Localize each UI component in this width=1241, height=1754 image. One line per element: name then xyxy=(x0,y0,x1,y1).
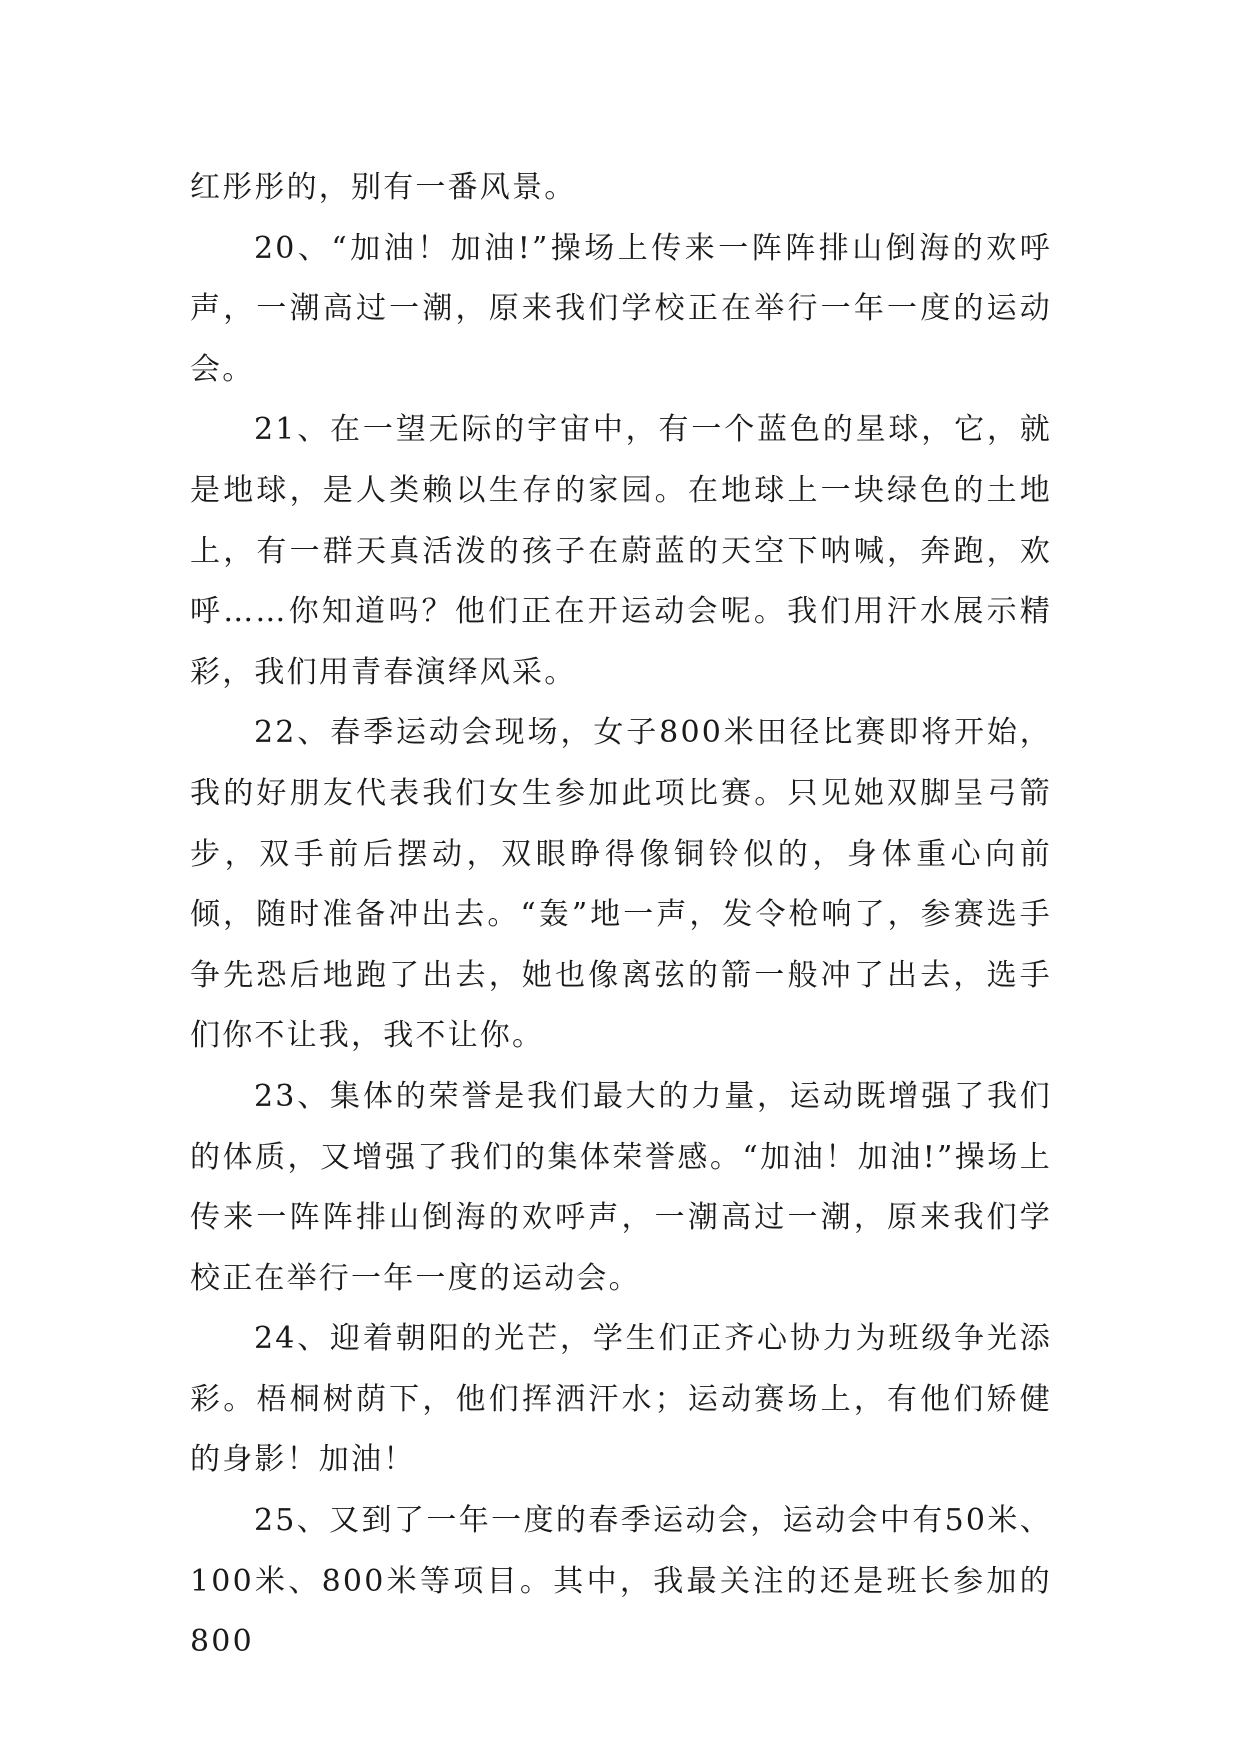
paragraph-22: 22、春季运动会现场，女子800米田径比赛即将开始，我的好朋友代表我们女生参加此项比赛。只见她双脚呈弓箭步，双手前后摆动，双眼睁得像铜铃似的，身体重心向前倾，随时准备冲出去。“轰”地一声，发令枪响了，参赛选手争先恐后地跑了出去，她也像离弦的箭一般冲了出去，选手们你不让我，我不让你。 xyxy=(190,715,1052,1054)
paragraph-continuation: 红彤彤的，别有一番风景。 xyxy=(190,170,577,205)
paragraph-21: 21、在一望无际的宇宙中，有一个蓝色的星球，它，就是地球，是人类赖以生存的家园。在地球上一块绿色的土地上，有一群天真活泼的孩子在蔚蓝的天空下呐喊，奔跑，欢呼……你知道吗？他们正在开运动会呢。我们用汗水展示精彩，我们用青春演绎风采。 xyxy=(190,412,1052,690)
paragraph-24: 24、迎着朝阳的光芒，学生们正齐心协力为班级争光添彩。梧桐树荫下，他们挥洒汗水；运动赛场上，有他们矫健的身影！加油！ xyxy=(190,1321,1052,1478)
paragraph-20: 20、“加油！加油!”操场上传来一阵阵排山倒海的欢呼声，一潮高过一潮，原来我们学校正在举行一年一度的运动会。 xyxy=(190,230,1052,387)
paragraph-23: 23、集体的荣誉是我们最大的力量，运动既增强了我们的体质，又增强了我们的集体荣誉感。“加油！加油!”操场上传来一阵阵排山倒海的欢呼声，一潮高过一潮，原来我们学校正在举行一年一度的运动会。 xyxy=(190,1078,1052,1296)
document-body xyxy=(190,158,1052,1673)
paragraph-25: 25、又到了一年一度的春季运动会，运动会中有50米、100米、800米等项目。其中，我最关注的还是班长参加的800 xyxy=(190,1503,1052,1660)
